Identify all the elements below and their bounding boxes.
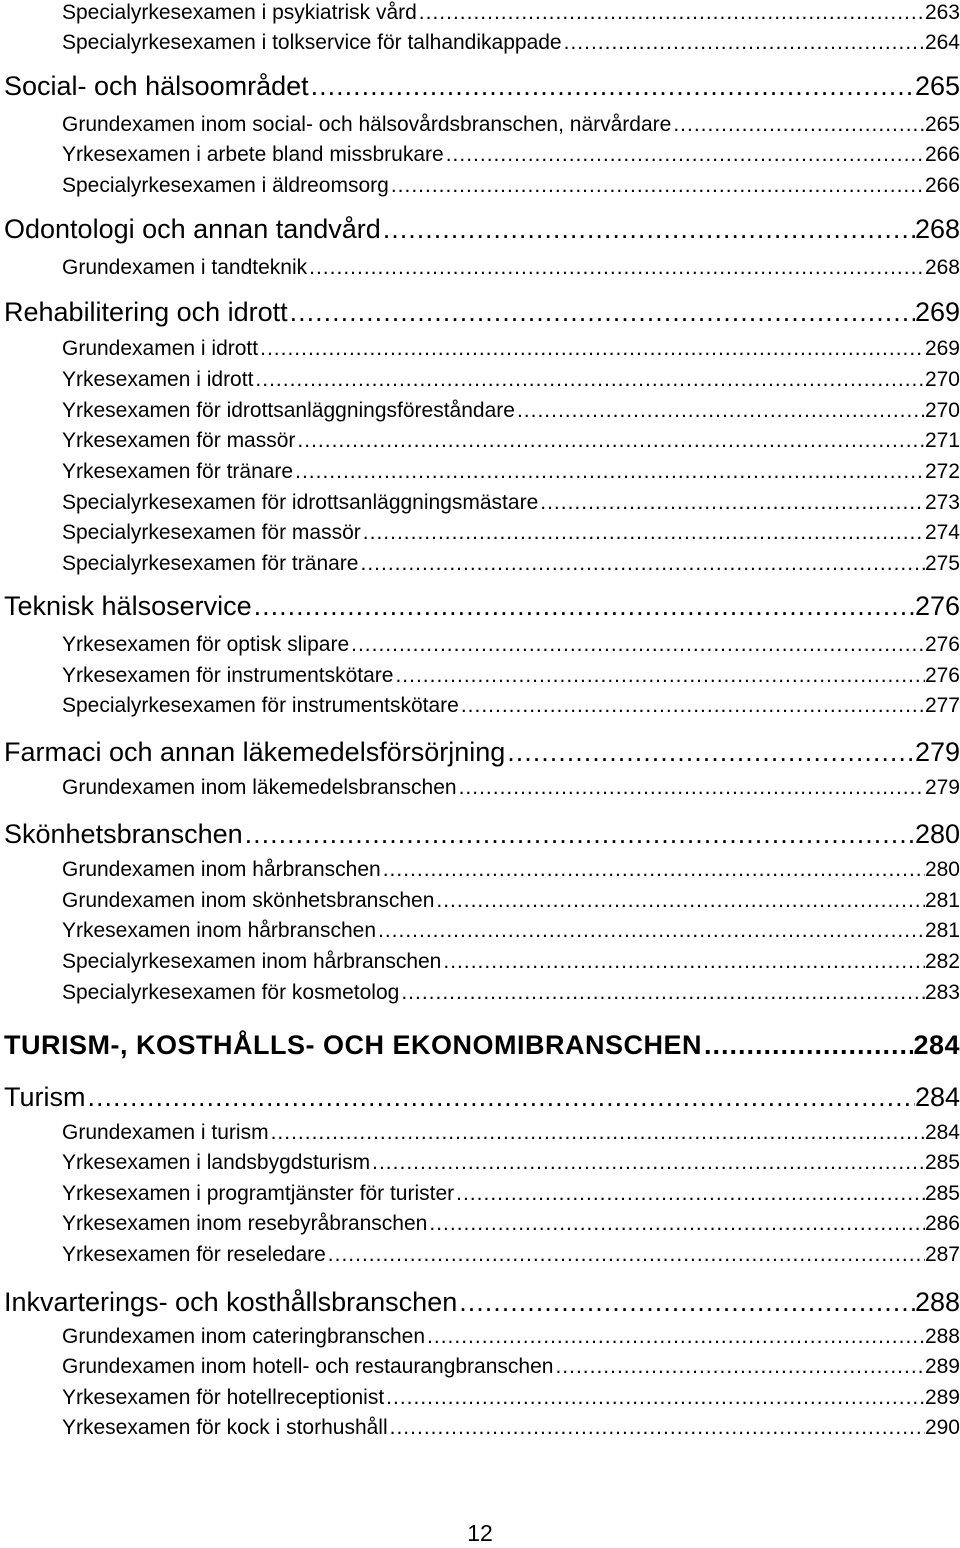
toc-entry-page: 288 bbox=[914, 1287, 960, 1317]
toc-entry bbox=[0, 1386, 960, 1415]
toc-entry-page: 265 bbox=[914, 71, 960, 101]
toc-entry bbox=[0, 633, 960, 662]
dot-leader bbox=[307, 256, 925, 280]
toc-entry-page: 289 bbox=[924, 1355, 960, 1378]
toc-entry bbox=[0, 460, 960, 489]
dot-leader bbox=[269, 1121, 925, 1145]
dot-leader bbox=[505, 737, 915, 768]
toc-entry-page: 284 bbox=[924, 1121, 960, 1144]
toc-entry-page: 268 bbox=[914, 214, 960, 244]
toc-entry bbox=[0, 256, 960, 285]
page-number: 12 bbox=[467, 1520, 493, 1546]
toc-entry-title: Yrkesexamen för instrumentskötare bbox=[62, 664, 394, 687]
toc-entry bbox=[0, 664, 960, 693]
toc-entry bbox=[0, 1355, 960, 1384]
dot-leader bbox=[288, 297, 915, 328]
toc-entry-page: 276 bbox=[924, 664, 960, 687]
toc-entry bbox=[0, 521, 960, 550]
toc-entry bbox=[0, 1416, 960, 1445]
dot-leader bbox=[388, 1416, 925, 1440]
toc-entry-title: Skönhetsbranschen bbox=[4, 819, 243, 849]
dot-leader bbox=[293, 460, 925, 484]
dot-leader bbox=[258, 337, 925, 361]
toc-entry bbox=[0, 1243, 960, 1272]
toc-entry-title: Turism bbox=[4, 1082, 86, 1112]
toc-entry bbox=[0, 889, 960, 918]
dot-leader bbox=[326, 1243, 925, 1267]
toc-entry-title: Yrkesexamen för reseledare bbox=[62, 1243, 326, 1266]
toc-entry bbox=[0, 368, 960, 397]
toc-entry bbox=[0, 1212, 960, 1241]
toc-entry bbox=[0, 1, 960, 30]
toc-entry-page: 284 bbox=[913, 1030, 960, 1060]
toc-entry bbox=[0, 214, 960, 249]
toc-entry-page: 269 bbox=[914, 297, 960, 327]
dot-leader bbox=[376, 919, 925, 943]
dot-leader bbox=[252, 591, 915, 622]
toc-entry-title: Grundexamen i turism bbox=[62, 1121, 269, 1144]
toc-entry-page: 276 bbox=[914, 591, 960, 621]
toc-entry-title: Specialyrkesexamen inom hårbranschen bbox=[62, 950, 442, 973]
dot-leader bbox=[702, 1030, 913, 1061]
toc-entry-page: 266 bbox=[924, 143, 960, 166]
toc-entry bbox=[0, 1082, 960, 1117]
dot-leader bbox=[434, 889, 925, 913]
dot-leader bbox=[349, 633, 925, 657]
toc-entry-page: 282 bbox=[924, 950, 960, 973]
toc-entry-title: Specialyrkesexamen för idrottsanläggningsmästare bbox=[62, 491, 539, 514]
toc-entry-title: Yrkesexamen i arbete bland missbrukare bbox=[62, 143, 444, 166]
toc-entry-page: 270 bbox=[924, 368, 960, 391]
toc-entry bbox=[0, 399, 960, 428]
toc-entry-page: 275 bbox=[924, 552, 960, 575]
toc-entry-title: Specialyrkesexamen för kosmetolog bbox=[62, 981, 400, 1004]
toc-entry bbox=[0, 491, 960, 520]
toc-entry bbox=[0, 858, 960, 887]
dot-leader bbox=[454, 1182, 925, 1206]
toc-entry bbox=[0, 113, 960, 142]
toc-entry-page: 264 bbox=[924, 31, 960, 54]
toc-entry-title: Yrkesexamen för massör bbox=[62, 429, 296, 452]
toc-entry-title: Specialyrkesexamen för massör bbox=[62, 521, 361, 544]
toc-entry-page: 286 bbox=[924, 1212, 960, 1235]
toc-entry-page: 288 bbox=[924, 1325, 960, 1348]
toc-entry-title: Social- och hälsoområdet bbox=[4, 71, 309, 101]
toc-entry bbox=[0, 174, 960, 203]
dot-leader bbox=[427, 1212, 925, 1236]
dot-leader bbox=[515, 399, 925, 423]
toc-entry-page: 285 bbox=[924, 1182, 960, 1205]
toc-entry-title: Yrkesexamen för hotellreceptionist bbox=[62, 1386, 385, 1409]
toc-entry-title: TURISM-, KOSTHÅLLS- OCH EKONOMIBRANSCHEN bbox=[4, 1030, 702, 1060]
toc-entry-page: 279 bbox=[914, 737, 960, 767]
toc-entry-title: Grundexamen i tandteknik bbox=[62, 256, 308, 279]
toc-entry bbox=[0, 919, 960, 948]
toc-entry-page: 272 bbox=[924, 460, 960, 483]
dot-leader bbox=[381, 214, 915, 245]
dot-leader bbox=[361, 521, 925, 545]
toc-entry-page: 265 bbox=[924, 113, 960, 136]
dot-leader bbox=[295, 429, 925, 453]
dot-leader bbox=[253, 368, 925, 392]
toc-entry bbox=[0, 694, 960, 723]
toc-entry bbox=[0, 1030, 960, 1065]
toc-entry-title: Grundexamen inom cateringbranschen bbox=[62, 1325, 426, 1348]
toc-entry-page: 281 bbox=[924, 919, 960, 942]
dot-leader bbox=[425, 1325, 925, 1349]
toc-entry-page: 263 bbox=[924, 1, 960, 24]
toc-entry bbox=[0, 1287, 960, 1322]
toc-entry-page: 285 bbox=[924, 1151, 960, 1174]
toc-entry bbox=[0, 591, 960, 626]
toc-entry-page: 276 bbox=[924, 633, 960, 656]
toc-entry bbox=[0, 552, 960, 581]
toc-entry-page: 277 bbox=[924, 694, 960, 717]
dot-leader bbox=[86, 1082, 915, 1113]
dot-leader bbox=[370, 1151, 925, 1175]
dot-leader bbox=[444, 143, 925, 167]
toc-entry-page: 268 bbox=[924, 256, 960, 279]
toc-entry-title: Specialyrkesexamen för instrumentskötare bbox=[62, 694, 459, 717]
toc-entry-page: 270 bbox=[924, 399, 960, 422]
toc-entry-page: 266 bbox=[924, 174, 960, 197]
toc-entry-title: Yrkesexamen inom hårbranschen bbox=[62, 919, 376, 942]
dot-leader bbox=[562, 31, 925, 55]
toc-entry-title: Grundexamen inom skönhetsbranschen bbox=[62, 889, 435, 912]
toc-entry bbox=[0, 143, 960, 172]
toc-entry-title: Yrkesexamen för idrottsanläggningsföreståndare bbox=[62, 399, 515, 422]
toc-entry-title: Grundexamen inom social- och hälsovårdsbranschen, närvårdare bbox=[62, 113, 672, 136]
dot-leader bbox=[417, 1, 925, 25]
toc-entry bbox=[0, 737, 960, 772]
toc-entry bbox=[0, 31, 960, 60]
toc-entry-title: Rehabilitering och idrott bbox=[4, 297, 288, 327]
toc-entry bbox=[0, 1182, 960, 1211]
toc-entry bbox=[0, 337, 960, 366]
toc-entry-page: 283 bbox=[924, 981, 960, 1004]
toc-entry-title: Yrkesexamen i idrott bbox=[62, 368, 254, 391]
toc-entry-page: 284 bbox=[914, 1082, 960, 1112]
toc-entry-title: Farmaci och annan läkemedelsförsörjning bbox=[4, 737, 506, 767]
toc-entry-page: 287 bbox=[924, 1243, 960, 1266]
dot-leader bbox=[441, 950, 925, 974]
toc-entry-page: 274 bbox=[924, 521, 960, 544]
dot-leader bbox=[358, 552, 924, 576]
dot-leader bbox=[459, 694, 925, 718]
toc-entry-title: Odontologi och annan tandvård bbox=[4, 214, 381, 244]
dot-leader bbox=[457, 776, 925, 800]
toc-entry-page: 280 bbox=[914, 819, 960, 849]
toc-entry bbox=[0, 819, 960, 854]
toc-entry bbox=[0, 1121, 960, 1150]
toc-entry-title: Yrkesexamen i landsbygdsturism bbox=[62, 1151, 371, 1174]
dot-leader bbox=[553, 1355, 925, 1379]
toc-entry bbox=[0, 1325, 960, 1354]
toc-entry-page: 280 bbox=[924, 858, 960, 881]
toc-entry-title: Specialyrkesexamen i psykiatrisk vård bbox=[62, 1, 417, 24]
dot-leader bbox=[384, 1386, 925, 1410]
toc-entry bbox=[0, 950, 960, 979]
dot-leader bbox=[389, 174, 925, 198]
toc-entry-page: 273 bbox=[924, 491, 960, 514]
toc-entry-page: 271 bbox=[924, 429, 960, 452]
toc-entry-title: Yrkesexamen för tränare bbox=[62, 460, 294, 483]
toc-entry-title: Specialyrkesexamen i tolkservice för talhandikappade bbox=[62, 31, 562, 54]
toc-entry-page: 289 bbox=[924, 1386, 960, 1409]
toc-entry-title: Yrkesexamen i programtjänster för turister bbox=[62, 1182, 455, 1205]
toc-entry bbox=[0, 429, 960, 458]
toc-entry-title: Grundexamen i idrott bbox=[62, 337, 259, 360]
dot-leader bbox=[309, 71, 915, 102]
dot-leader bbox=[457, 1287, 915, 1318]
dot-leader bbox=[671, 113, 925, 137]
toc-entry-title: Teknisk hälsoservice bbox=[4, 591, 252, 621]
toc-entry-page: 279 bbox=[924, 776, 960, 799]
toc-entry bbox=[0, 776, 960, 805]
toc-entry-title: Grundexamen inom hårbranschen bbox=[62, 858, 381, 881]
toc-entry-title: Yrkesexamen inom resebyråbranschen bbox=[62, 1212, 428, 1235]
toc-entry bbox=[0, 297, 960, 332]
toc-entry-title: Grundexamen inom läkemedelsbranschen bbox=[62, 776, 457, 799]
dot-leader bbox=[381, 858, 925, 882]
toc-entry-title: Yrkesexamen för optisk slipare bbox=[62, 633, 350, 656]
toc-entry bbox=[0, 1151, 960, 1180]
toc-entry bbox=[0, 71, 960, 106]
toc-entry-title: Grundexamen inom hotell- och restaurangbranschen bbox=[62, 1355, 554, 1378]
toc-entry-title: Yrkesexamen för kock i storhushåll bbox=[62, 1416, 388, 1439]
toc-entry-title: Specialyrkesexamen för tränare bbox=[62, 552, 359, 575]
dot-leader bbox=[393, 664, 924, 688]
toc-entry-title: Specialyrkesexamen i äldreomsorg bbox=[62, 174, 389, 197]
toc-entry bbox=[0, 981, 960, 1010]
dot-leader bbox=[243, 819, 915, 850]
dot-leader bbox=[538, 491, 925, 515]
toc-entry-page: 269 bbox=[924, 337, 960, 360]
toc-entry-page: 281 bbox=[924, 889, 960, 912]
toc-entry-title: Inkvarterings- och kosthållsbranschen bbox=[4, 1287, 458, 1317]
toc-entry-page: 290 bbox=[924, 1416, 960, 1439]
dot-leader bbox=[399, 981, 925, 1005]
